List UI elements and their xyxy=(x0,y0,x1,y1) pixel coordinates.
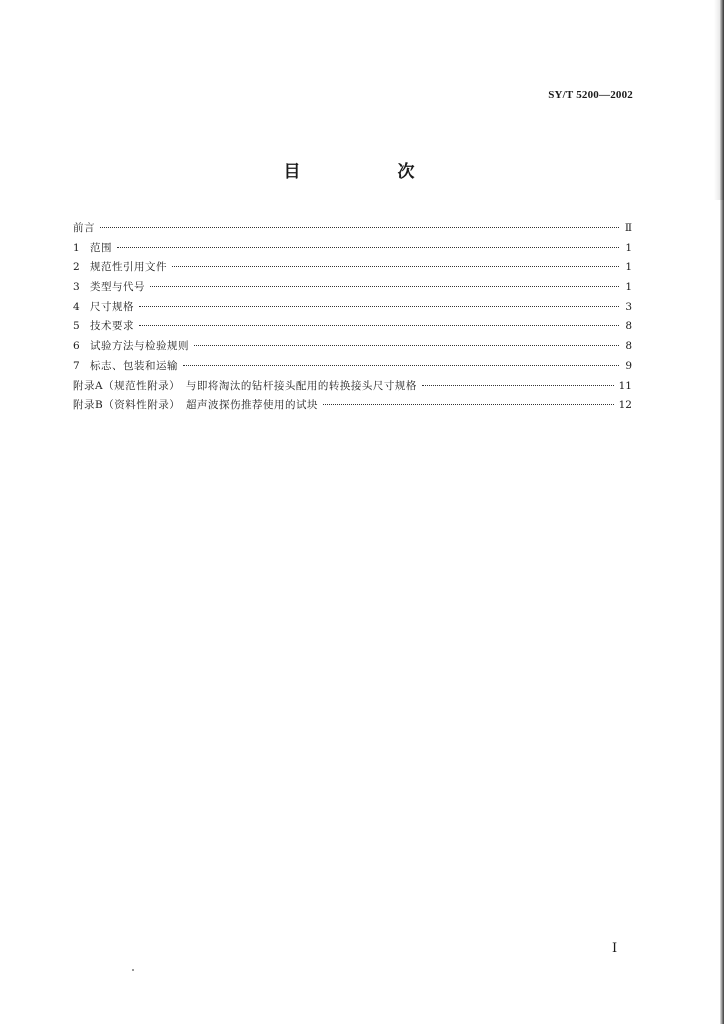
toc-entry-foreword[interactable] xyxy=(73,219,632,239)
page-number: Ⅰ xyxy=(612,940,618,955)
toc-entry-page: 12 xyxy=(618,399,632,412)
toc-leader-dots xyxy=(422,385,614,386)
toc-entry-label: 标志、包装和运输 xyxy=(90,359,178,372)
toc-entry-scope[interactable] xyxy=(73,239,632,259)
toc-entry-page: 1 xyxy=(625,281,632,294)
toc-entry-number: 6 xyxy=(73,340,80,353)
toc-leader-dots xyxy=(139,325,619,326)
toc-entry-page: 3 xyxy=(625,300,632,313)
toc-entry-number: 7 xyxy=(73,359,80,372)
toc-entry-page: 8 xyxy=(625,340,632,353)
toc-entry-number: 2 xyxy=(73,261,80,274)
toc-entry-page: 1 xyxy=(625,261,632,274)
toc-entry-label: 技术要求 xyxy=(90,320,134,333)
toc-leader-dots xyxy=(183,365,619,366)
toc-leader-dots xyxy=(139,306,619,307)
scan-speck xyxy=(132,969,134,971)
toc-entry-label: 附录B（资料性附录） 超声波探伤推荐使用的试块 xyxy=(73,399,318,412)
toc-entry-label: 试验方法与检验规则 xyxy=(90,340,189,353)
toc-entry-normative-references[interactable] xyxy=(73,258,632,278)
toc-entry-number: 1 xyxy=(73,241,80,254)
toc-entry-label: 尺寸规格 xyxy=(90,300,134,313)
toc-entry-page: 1 xyxy=(625,241,632,254)
toc-entry-marking-packaging[interactable] xyxy=(73,357,632,377)
toc-entry-number: 3 xyxy=(73,281,80,294)
toc-entry-dimensions[interactable] xyxy=(73,298,632,318)
toc-entry-label: 附录A（规范性附录） 与即将淘汰的钻杆接头配用的转换接头尺寸规格 xyxy=(73,379,417,392)
toc-leader-dots xyxy=(323,404,614,405)
toc-entry-label: 前言 xyxy=(73,222,95,234)
toc-entry-page: 9 xyxy=(625,359,632,372)
toc-entry-appendix-b[interactable] xyxy=(73,396,632,416)
toc-entry-technical-requirements[interactable] xyxy=(73,317,632,337)
standard-code: SY/T 5200—2002 xyxy=(548,89,633,101)
toc-entry-label: 范围 xyxy=(90,241,112,254)
page-title: 目 次 xyxy=(283,162,455,182)
toc-entry-page: 11 xyxy=(618,379,632,392)
toc-entry-label: 规范性引用文件 xyxy=(90,261,167,274)
toc-entry-page: 8 xyxy=(625,320,632,333)
toc-leader-dots xyxy=(150,286,619,287)
toc-entry-appendix-a[interactable] xyxy=(73,377,632,397)
table-of-contents xyxy=(73,219,632,416)
toc-entry-number: 5 xyxy=(73,320,80,333)
toc-entry-number: 4 xyxy=(73,300,80,313)
toc-leader-dots xyxy=(194,345,619,346)
toc-entry-label: 类型与代号 xyxy=(90,281,145,294)
toc-leader-dots xyxy=(117,247,619,248)
toc-leader-dots xyxy=(100,227,619,228)
toc-entry-page: Ⅱ xyxy=(624,222,632,234)
toc-leader-dots xyxy=(172,266,619,267)
toc-entry-types-and-codes[interactable] xyxy=(73,278,632,298)
toc-entry-test-methods[interactable] xyxy=(73,337,632,357)
